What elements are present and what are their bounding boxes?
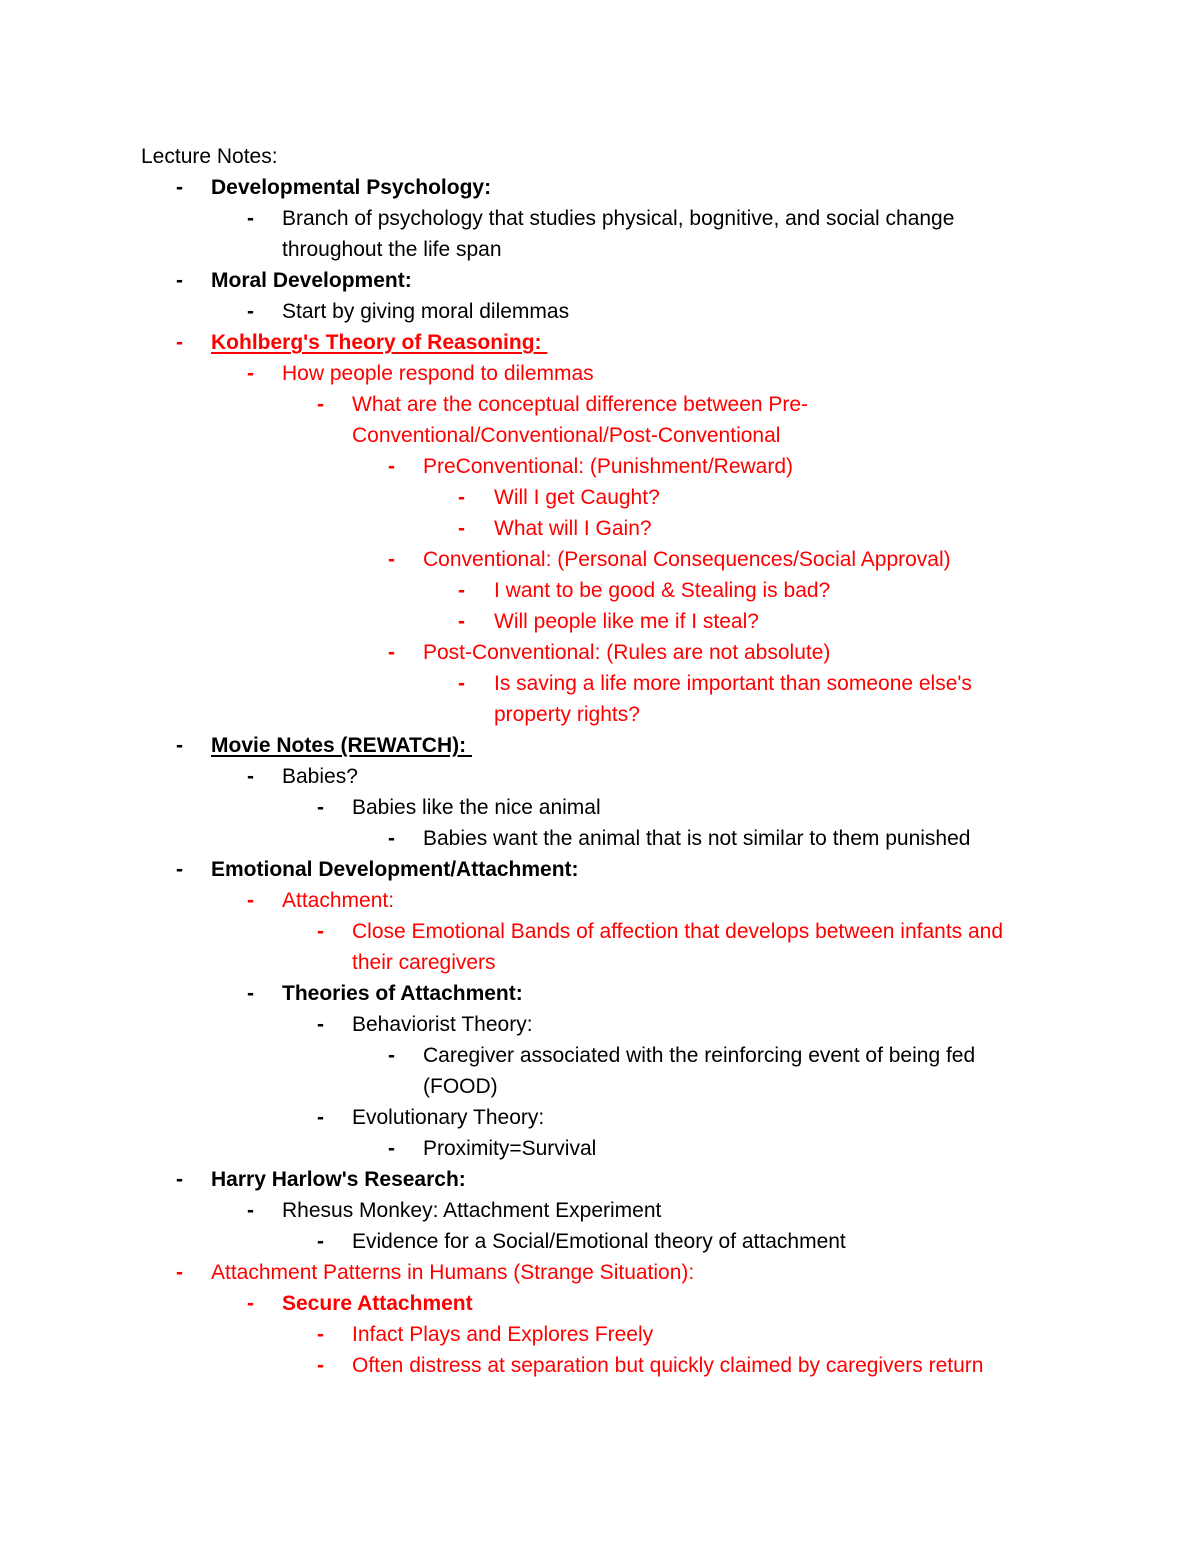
bullet-dash: -	[458, 610, 465, 633]
list-item	[0, 1195, 1060, 1226]
note-text: Infact Plays and Explores Freely	[352, 1323, 654, 1346]
note-text: Babies?	[282, 765, 358, 788]
note-text: Behaviorist Theory:	[352, 1013, 533, 1036]
list-item	[0, 1009, 1060, 1040]
list-item	[0, 792, 1060, 823]
heading-secure-attachment: Secure Attachment	[282, 1292, 473, 1315]
bullet-dash: -	[458, 486, 465, 509]
bullet-dash: -	[388, 827, 395, 850]
note-text: Close Emotional Bands of affection that develops between infants and their caregivers	[352, 920, 1004, 974]
note-text: Evolutionary Theory:	[352, 1106, 545, 1129]
note-text: Babies like the nice animal	[352, 796, 601, 819]
note-text: Rhesus Monkey: Attachment Experiment	[282, 1199, 662, 1222]
bullet-dash: -	[176, 858, 183, 881]
bullet-dash: -	[317, 1106, 324, 1129]
list-item	[0, 885, 1060, 916]
note-text: Evidence for a Social/Emotional theory of attachment	[352, 1230, 846, 1253]
bullet-dash: -	[458, 517, 465, 540]
list-item	[0, 606, 1060, 637]
note-text: I want to be good & Stealing is bad?	[494, 579, 831, 602]
list-item	[0, 1133, 1060, 1164]
note-text: Proximity=Survival	[423, 1137, 597, 1160]
heading-movie-notes: Movie Notes (REWATCH):	[211, 734, 472, 757]
list-item	[0, 1226, 1060, 1257]
bullet-dash: -	[317, 1230, 324, 1253]
bullet-dash: -	[176, 1261, 183, 1284]
bullet-dash: -	[247, 300, 254, 323]
bullet-dash: -	[317, 1354, 324, 1377]
bullet-dash: -	[458, 672, 465, 695]
heading-moral-development: Moral Development:	[211, 269, 412, 292]
bullet-dash: -	[388, 548, 395, 571]
list-item	[0, 1040, 1060, 1102]
list-item	[0, 265, 1060, 296]
heading-developmental-psychology: Developmental Psychology:	[211, 176, 492, 199]
bullet-dash: -	[176, 1168, 183, 1191]
list-item	[0, 823, 1060, 854]
list-item	[0, 389, 1060, 451]
list-item	[0, 544, 1060, 575]
note-text: Babies want the animal that is not similar to them punished	[423, 827, 971, 850]
heading-attachment-patterns: Attachment Patterns in Humans (Strange Situation):	[211, 1261, 695, 1284]
note-text: Will people like me if I steal?	[494, 610, 759, 633]
list-item	[0, 854, 1060, 885]
bullet-dash: -	[317, 920, 324, 943]
bullet-dash: -	[388, 1044, 395, 1067]
bullet-dash: -	[317, 796, 324, 819]
list-item	[0, 1288, 1060, 1319]
bullet-dash: -	[458, 579, 465, 602]
bullet-dash: -	[247, 889, 254, 912]
list-item	[0, 451, 1060, 482]
note-text: Branch of psychology that studies physical, bognitive, and social change throughout the life span	[282, 207, 955, 261]
heading-theories-of-attachment: Theories of Attachment:	[282, 982, 523, 1005]
note-text: Post-Conventional: (Rules are not absolute)	[423, 641, 831, 664]
note-text: Will I get Caught?	[494, 486, 660, 509]
list-item	[0, 761, 1060, 792]
list-item	[0, 1164, 1060, 1195]
list-item	[0, 1257, 1060, 1288]
list-item	[0, 296, 1060, 327]
note-text: What are the conceptual difference between Pre-Conventional/Conventional/Post-Conventional	[352, 393, 809, 447]
list-item	[0, 327, 1060, 358]
list-item	[0, 482, 1060, 513]
note-text: How people respond to dilemmas	[282, 362, 594, 385]
bullet-dash: -	[176, 176, 183, 199]
bullet-dash: -	[176, 331, 183, 354]
list-item	[0, 575, 1060, 606]
bullet-dash: -	[176, 734, 183, 757]
notes-title: Lecture Notes:	[141, 145, 278, 168]
list-item	[0, 358, 1060, 389]
bullet-dash: -	[388, 455, 395, 478]
list-item	[0, 1102, 1060, 1133]
list-item	[0, 1319, 1060, 1350]
heading-kohlberg-theory: Kohlberg's Theory of Reasoning:	[211, 331, 548, 354]
notes-outline	[0, 172, 1200, 1381]
list-item	[0, 513, 1060, 544]
list-item	[0, 172, 1060, 203]
list-item	[0, 978, 1060, 1009]
note-text: Caregiver associated with the reinforcing event of being fed (FOOD)	[423, 1044, 976, 1098]
note-text: Often distress at separation but quickly claimed by caregivers return	[352, 1354, 984, 1377]
note-text: Attachment:	[282, 889, 395, 912]
note-text: PreConventional: (Punishment/Reward)	[423, 455, 794, 478]
bullet-dash: -	[247, 362, 254, 385]
note-text: What will I Gain?	[494, 517, 652, 540]
bullet-dash: -	[317, 1013, 324, 1036]
list-item	[0, 668, 1060, 730]
list-item	[0, 1350, 1060, 1381]
bullet-dash: -	[247, 1292, 254, 1315]
list-item	[0, 203, 1060, 265]
bullet-dash: -	[247, 765, 254, 788]
bullet-dash: -	[176, 269, 183, 292]
bullet-dash: -	[317, 1323, 324, 1346]
bullet-dash: -	[247, 982, 254, 1005]
heading-emotional-development: Emotional Development/Attachment:	[211, 858, 579, 881]
bullet-dash: -	[388, 1137, 395, 1160]
list-item	[0, 637, 1060, 668]
list-item	[0, 916, 1060, 978]
bullet-dash: -	[247, 207, 254, 230]
bullet-dash: -	[317, 393, 324, 416]
note-text: Is saving a life more important than someone else's property rights?	[494, 672, 972, 726]
list-item	[0, 730, 1060, 761]
note-text: Start by giving moral dilemmas	[282, 300, 570, 323]
note-text: Conventional: (Personal Consequences/Social Approval)	[423, 548, 951, 571]
bullet-dash: -	[388, 641, 395, 664]
bullet-dash: -	[247, 1199, 254, 1222]
heading-harlow-research: Harry Harlow's Research:	[211, 1168, 466, 1191]
